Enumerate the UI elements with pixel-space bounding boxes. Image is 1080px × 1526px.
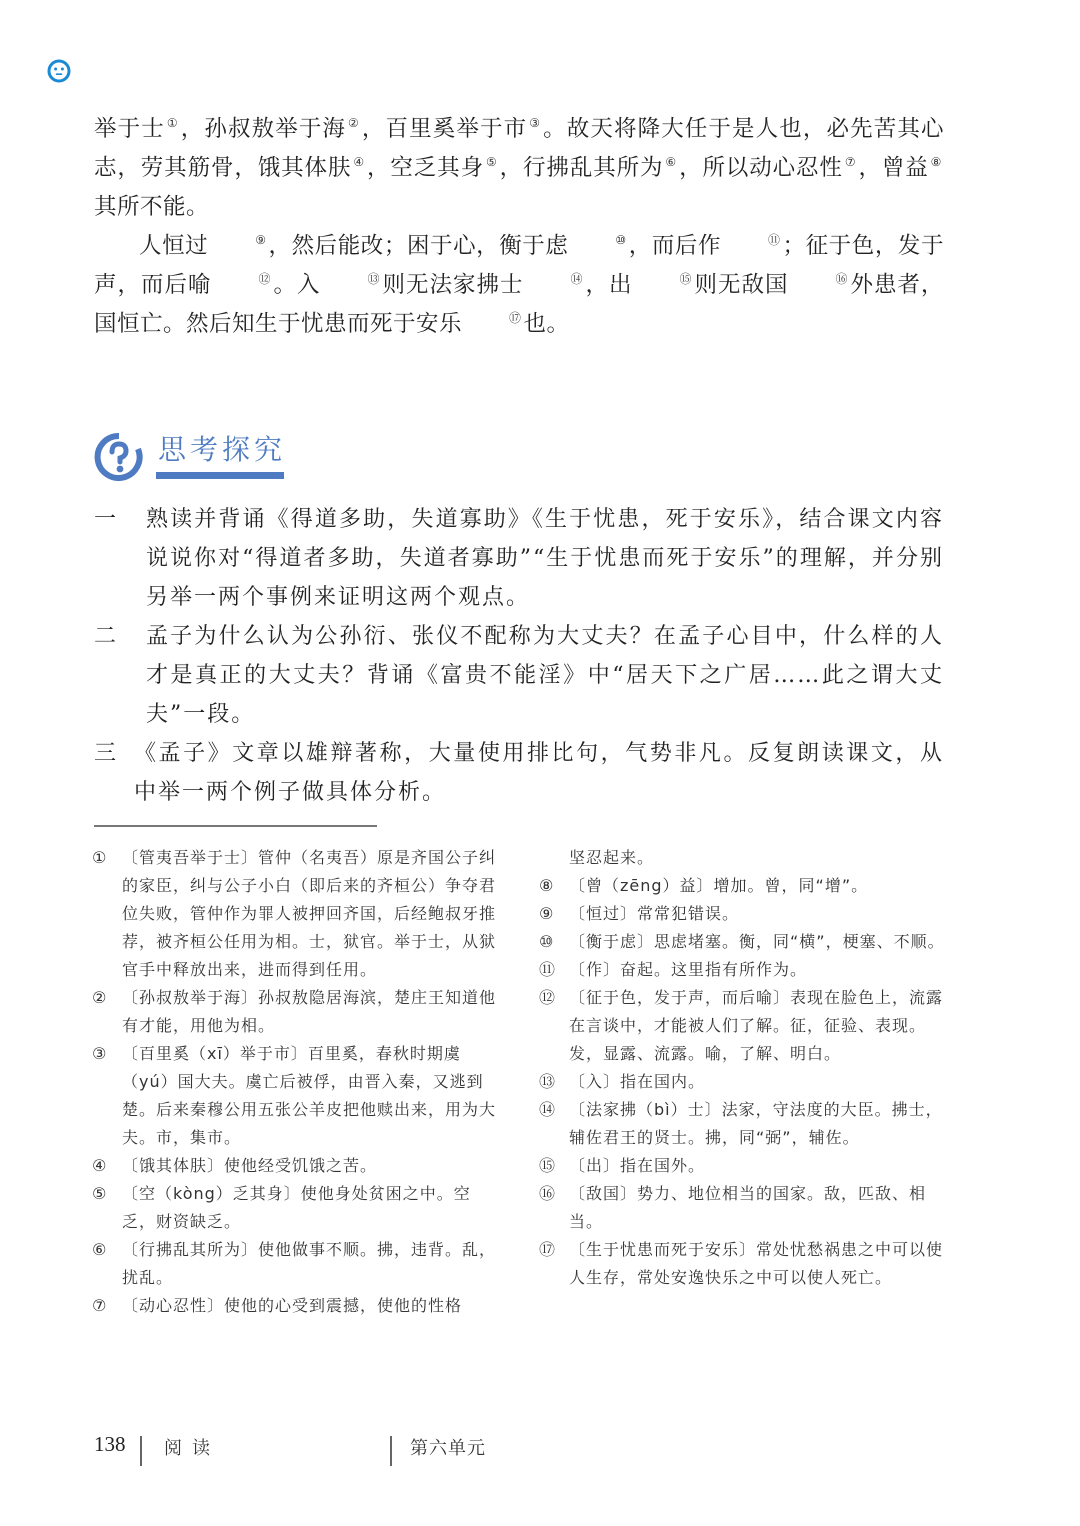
footnotes-left-column [92, 844, 502, 1320]
footer-section-label: 阅读 [164, 1438, 220, 1459]
footnote: ⑫ 〔征于色，发于声，而后喻〕表现在脸色上，流露在言谈中，才能被人们了解。征，征验、表现。发，显露、流露。喻，了解、明白。 [539, 988, 944, 1063]
footnote-marker: ⑩ [615, 233, 627, 247]
question-item [94, 500, 944, 617]
footnote: ⑬ 〔入〕指在国内。 [539, 1072, 706, 1091]
footnote: ⑨ 〔恒过〕常常犯错误。 [539, 904, 740, 923]
footnote-marker: ④ [353, 155, 365, 169]
footnote: ⑪ 〔作〕奋起。这里指有所作为。 [539, 960, 808, 979]
footnotes-right-column [539, 844, 949, 1292]
footnote: ① 〔管夷吾举于士〕管仲（名夷吾）原是齐国公子纠的家臣，纠与公子小白（即后来的齐桓公）争夺君位失败，管仲作为罪人被押回齐国，后经鲍叔牙推荐，被齐桓公任用为相。士，狱官。举于士，从狱官手中释放出来，进而得到任用。 [92, 848, 497, 979]
section-title: 思考探究 [158, 433, 287, 466]
footnote-marker: ⑦ [844, 155, 857, 169]
paragraph-2: 人恒过 ⑨，然后能改；困于心，衡于虑 ⑩，而后作 ⑪；征于色，发于声，而后喻 ⑫。入 ⑬则无法家拂士 ⑭，出 ⑮则无敌国 ⑯外患者，国恒亡。然后知生于忧患而死于安乐 ⑰也。 [94, 233, 944, 337]
smiley-face-icon [47, 59, 71, 83]
footnote: ③ 〔百里奚（xī）举于市〕百里奚，春秋时期虞（yú）国大夫。虞亡后被俘，由晋入秦，又逃到楚。后来秦穆公用五张公羊皮把他赎出来，用为大夫。市，集市。 [92, 1044, 497, 1147]
footnote-marker: ⑥ [665, 155, 677, 169]
footnote-marker: ⑧ [930, 155, 942, 169]
footnote-continuation: 坚忍起来。 [569, 848, 655, 867]
footer-separator [140, 1436, 142, 1466]
section-title-underline [156, 472, 284, 479]
footnote: ⑯ 〔敌国〕势力、地位相当的国家。敌，匹敌、相当。 [539, 1184, 927, 1231]
footnote-marker: ⑰ [509, 311, 522, 325]
question-circle-icon [94, 432, 144, 486]
footnote-marker: ⑮ [679, 272, 692, 286]
footnote-divider [94, 825, 377, 827]
footer-separator [390, 1436, 392, 1466]
question-number: 三 [94, 741, 119, 766]
footnote: ⑤ 〔空（kòng）乏其身〕使他身处贫困之中。空乏，财资缺乏。 [92, 1184, 471, 1231]
footnote: ⑰ 〔生于忧患而死于安乐〕常处忧愁祸患之中可以使人生存，常处安逸快乐之中可以使人死亡。 [539, 1240, 944, 1287]
footnote-marker: ⑯ [835, 272, 848, 286]
footnote-marker: ⑪ [768, 233, 781, 247]
question-item [94, 734, 944, 812]
question-text: 孟子为什么认为公孙衍、张仪不配称为大丈夫？在孟子心目中，什么样的人才是真正的大丈夫？背诵《富贵不能淫》中“居天下之广居……此之谓大丈夫”一段。 [146, 624, 944, 727]
footnote: ⑩ 〔衡于虑〕思虑堵塞。衡，同“横”，梗塞、不顺。 [539, 932, 945, 951]
footnote-marker: ⑭ [570, 272, 583, 286]
footnote-marker: ⑫ [258, 272, 271, 286]
footnote-marker: ② [348, 116, 360, 130]
main-text [94, 110, 944, 344]
page-footer [94, 1432, 594, 1468]
footnote: ⑥ 〔行拂乱其所为〕使他做事不顺。拂，违背。乱，扰乱。 [92, 1240, 497, 1287]
footnote: ④ 〔饿其体肤〕使他经受饥饿之苦。 [92, 1156, 378, 1175]
footnote-marker: ⑨ [255, 233, 267, 247]
footnote: ⑧ 〔曾（zēng）益〕增加。曾，同“增”。 [539, 876, 869, 895]
footnote-marker: ③ [529, 116, 541, 130]
page-number: 138 [94, 1432, 126, 1456]
footnote: ⑦ 〔动心忍性〕使他的心受到震撼，使他的性格 [92, 1296, 463, 1315]
footnote-marker: ① [166, 116, 179, 130]
footnote-marker: ⑬ [367, 272, 380, 286]
footnote: ② 〔孙叔敖举于海〕孙叔敖隐居海滨，楚庄王知道他有才能，用他为相。 [92, 988, 497, 1035]
paragraph-1: 举于士 ①，孙叔敖举于海 ②，百里奚举于市 ③。故天将降大任于是人也，必先苦其心志，劳其筋骨，饿其体肤 ④，空乏其身 ⑤，行拂乱其所为 ⑥，所以动心忍性 ⑦，曾益 ⑧其所不能。 [94, 116, 944, 220]
question-item [94, 617, 944, 734]
footnote: ⑭ 〔法家拂（bì）士〕法家，守法度的大臣。拂士，辅佐君王的贤士。拂，同“弼”，辅佐。 [539, 1100, 943, 1147]
footnote-marker: ⑤ [485, 155, 498, 169]
question-text: 《孟子》文章以雄辩著称，大量使用排比句，气势非凡。反复朗读课文，从中举一两个例子做具体分析。 [134, 741, 944, 805]
footer-unit-label: 第六单元 [410, 1438, 486, 1459]
question-number: 一 [94, 507, 119, 532]
question-text: 熟读并背诵《得道多助，失道寡助》《生于忧患，死于安乐》，结合课文内容说说你对“得道者多助，失道者寡助”“生于忧患而死于安乐”的理解，并分别另举一两个事例来证明这两个观点。 [146, 507, 944, 610]
question-number: 二 [94, 624, 119, 649]
questions-list [94, 500, 944, 812]
footnote: ⑮ 〔出〕指在国外。 [539, 1156, 706, 1175]
